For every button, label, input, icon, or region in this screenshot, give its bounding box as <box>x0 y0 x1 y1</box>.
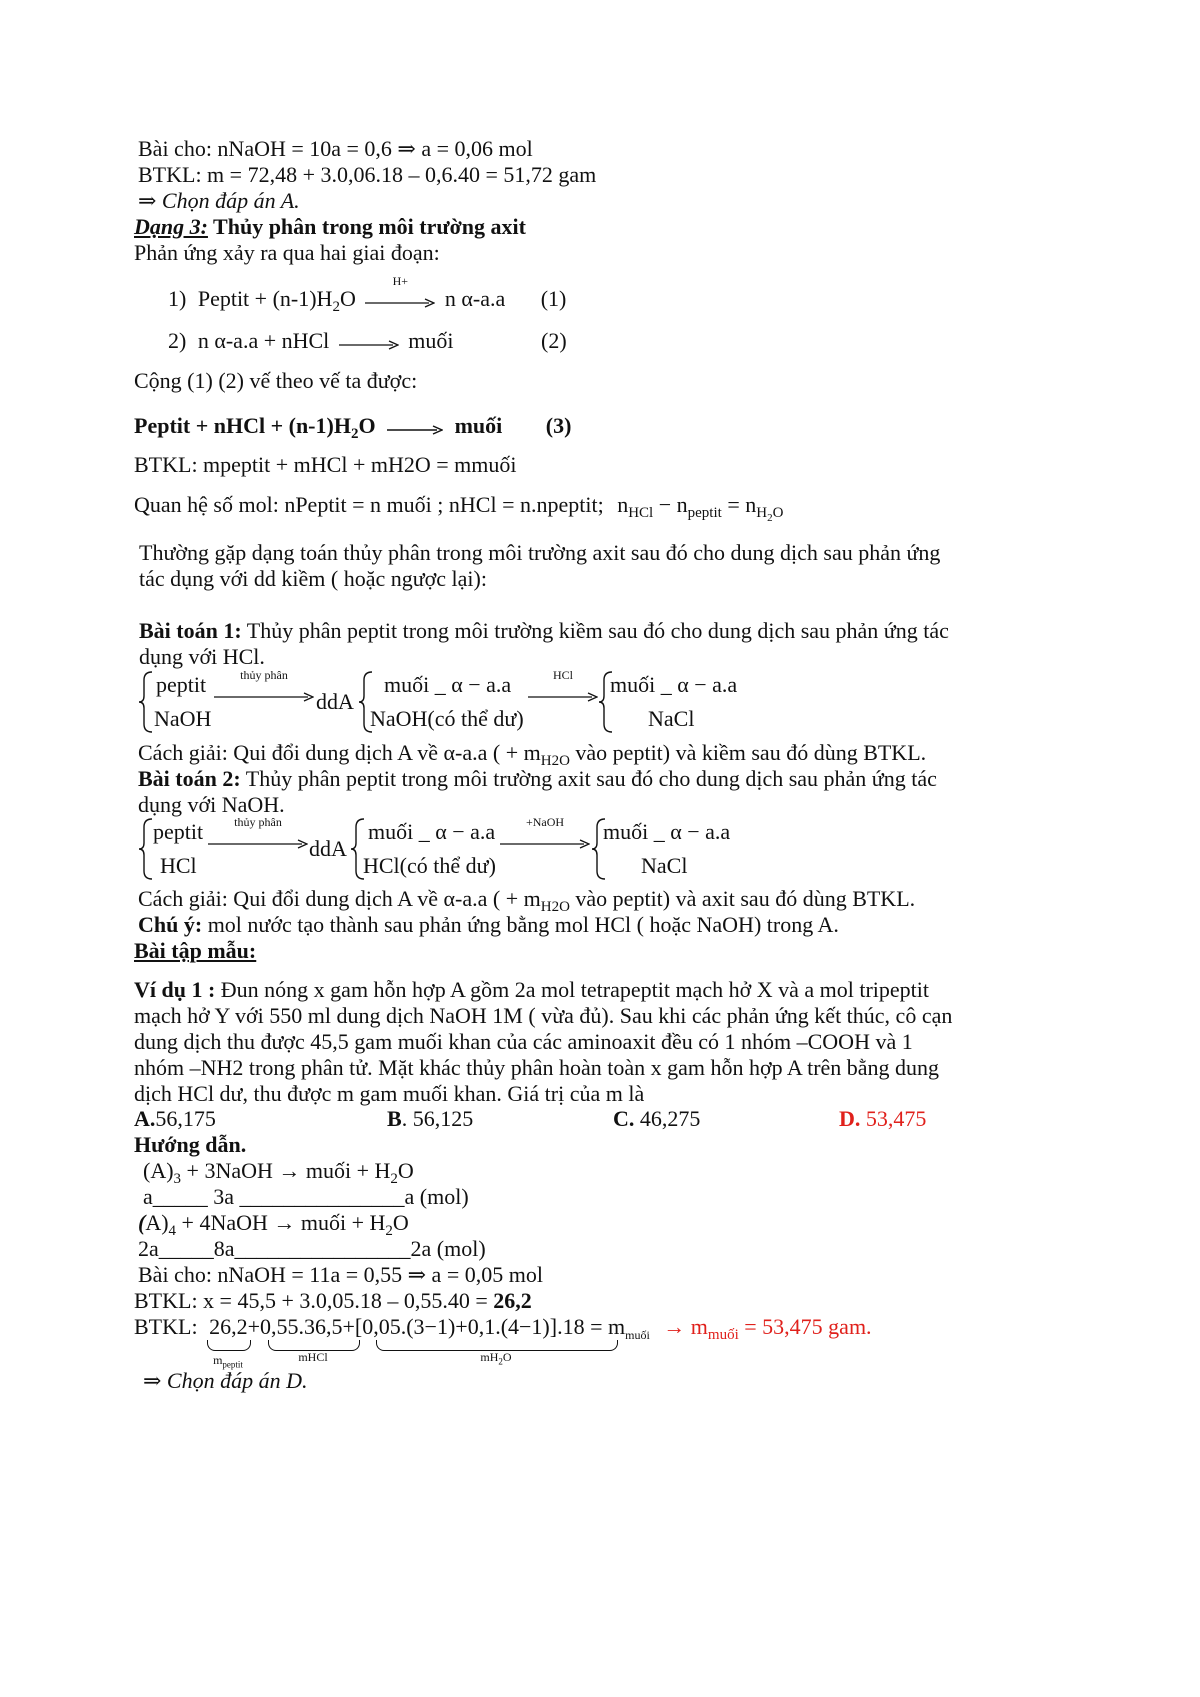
subscript: 3 <box>173 1171 182 1187</box>
eq-part: + 3NaOH → muối + H <box>181 1158 391 1183</box>
underbrace-icon <box>207 1340 251 1351</box>
text-line: BTKL: mpeptit + mHCl + mH2O = mmuối <box>134 452 517 477</box>
subscript: HCl <box>628 505 654 521</box>
exercises-heading: Bài tập mẫu: <box>134 938 257 963</box>
problem-label: Bài toán 2: <box>138 766 241 791</box>
answer-letter: A. <box>134 1106 156 1131</box>
mole-line: 2a_____8a________________2a (mol) <box>138 1236 486 1261</box>
eq-term: 26,2 <box>209 1314 248 1339</box>
text-line: dịch HCl dư, thu được m gam muối khan. Giá trị của m là <box>134 1081 645 1106</box>
answer-value: 56,175 <box>155 1106 216 1131</box>
mole-relation <box>134 492 783 531</box>
reaction-2 <box>168 328 567 356</box>
reaction-num: 1) <box>168 286 187 311</box>
arrow-icon <box>208 814 308 855</box>
answer-value: 46,275 <box>634 1106 701 1131</box>
subscript: peptit <box>687 505 722 521</box>
subscript: muối <box>625 1328 650 1342</box>
mole-relation-text: Quan hệ số mol: nPeptit = n muối ; nHCl = n.npeptit; <box>134 492 604 517</box>
reactant: HCl <box>160 853 197 878</box>
reaction-3 <box>134 413 571 447</box>
text-line: ⇒ Chọn đáp án A. <box>138 188 300 213</box>
arrow-label: thủy phân <box>240 667 288 682</box>
eq-part: O <box>397 1158 414 1183</box>
arrow-label: +NaOH <box>525 814 565 829</box>
product: muối _ α − a.a <box>384 672 512 697</box>
formula <box>617 492 784 524</box>
reactant: NaOH <box>154 706 212 731</box>
underbrace-label <box>204 1353 252 1369</box>
reaction-right: muối <box>408 328 454 353</box>
guide-heading: Hướng dẫn. <box>134 1132 247 1157</box>
reaction-tag: (1) <box>540 286 567 311</box>
underbrace-label <box>376 1350 616 1366</box>
formula-n: = n <box>721 492 757 517</box>
text-line: dụng với NaOH. <box>138 792 285 817</box>
arrow-icon <box>528 667 598 708</box>
reaction-num: 2) <box>168 328 187 353</box>
solution-text: Cách giải: Qui đổi dung dịch A về α-a.a ( + m <box>138 886 541 911</box>
dd-label: ddA <box>316 689 354 714</box>
text-line: Cộng (1) (2) vế theo vế ta được: <box>134 368 418 393</box>
subscript: 2 <box>350 426 359 442</box>
product: muối _ α − a.a <box>368 819 496 844</box>
subscript: muối <box>707 1327 739 1343</box>
problem-2 <box>138 766 937 792</box>
answer-b <box>387 1106 473 1132</box>
reaction-o: O <box>339 286 356 311</box>
arrow-icon <box>500 814 590 855</box>
text-line: tác dụng với dd kiềm ( hoặc ngược lại): <box>139 566 487 591</box>
text-line: mạch hở Y với 550 ml dung dịch NaOH 1M ( vừa đủ). Sau khi các phản ứng kết thúc, cô cạn <box>134 1003 953 1028</box>
reactant: peptit <box>156 672 207 697</box>
text-line: nhóm –NH2 trong phân tử. Mặt khác thủy phân hoàn toàn x gam hỗn hợp A trên bằng dung <box>134 1055 940 1080</box>
eq-part: (A) <box>143 1158 174 1183</box>
eq-part: BTKL: x = 45,5 + 3.0,05.18 – 0,55.40 = <box>134 1288 494 1313</box>
arrow-icon <box>387 415 443 441</box>
eq-part: → m <box>663 1314 708 1339</box>
eq-part: + 4NaOH → muối + H <box>176 1210 386 1235</box>
arrow-icon <box>365 273 435 314</box>
eq-term: [0,05.(3−1)+0,1.(4−1)].18 <box>354 1314 585 1339</box>
section-heading <box>134 214 526 240</box>
subscript: 2 <box>390 1171 398 1187</box>
note <box>138 912 839 938</box>
eq-part: O <box>392 1210 409 1235</box>
label-part: m <box>213 1353 223 1367</box>
example-label: Ví dụ 1 : <box>134 977 216 1002</box>
sub-h: H <box>756 505 768 521</box>
subscript: H2O <box>540 753 570 769</box>
reaction-1 <box>168 273 567 320</box>
eq-part: + <box>342 1314 355 1339</box>
example-1 <box>134 977 929 1003</box>
eq-part: + <box>247 1314 260 1339</box>
eq-part: BTKL: <box>134 1314 198 1339</box>
solution-text: Cách giải: Qui đổi dung dịch A về α-a.a ( + m <box>138 740 541 765</box>
label-part: O <box>502 1350 512 1364</box>
note-text: mol nước tạo thành sau phản ứng bằng mol HCl ( hoặc NaOH) trong A. <box>202 912 839 937</box>
text-line: ⇒ Chọn đáp án D. <box>143 1368 308 1393</box>
arrow-icon <box>214 667 314 708</box>
problem-1 <box>139 618 949 644</box>
eq-term: 0,55.36,5 <box>259 1314 343 1339</box>
arrow-label: thủy phân <box>234 814 282 829</box>
product: muối _ α − a.a <box>610 672 738 697</box>
label-part: mH <box>480 1350 499 1364</box>
subscript: H2O <box>540 899 570 915</box>
dd-label: ddA <box>309 836 347 861</box>
answer-letter: C. <box>613 1106 635 1131</box>
reaction-left: Peptit + (n-1)H <box>197 286 333 311</box>
answer-a <box>134 1106 216 1132</box>
eq-part: = m <box>584 1314 626 1339</box>
text-line: Bài cho: nNaOH = 10a = 0,6 ⇒ a = 0,06 mol <box>138 136 533 161</box>
product: HCl(có thể dư) <box>363 853 496 878</box>
subscript: peptit <box>222 1359 243 1370</box>
mole-line: a_____ 3a _______________a (mol) <box>143 1184 469 1209</box>
text-line: BTKL: m = 72,48 + 3.0,06.18 – 0,6.40 = 51,72 gam <box>138 162 597 187</box>
eq-part: ( <box>138 1210 146 1235</box>
product: NaOH(có thể dư) <box>370 706 524 731</box>
problem-text: Thủy phân peptit trong môi trường axit sau đó cho dung dịch sau phản ứng tác <box>240 766 937 791</box>
answer-value: 53,475 <box>860 1106 927 1131</box>
result <box>663 1314 872 1343</box>
note-label: Chú ý: <box>138 912 203 937</box>
reaction-right: muối <box>454 413 503 438</box>
section-title: Thủy phân trong môi trường axit <box>207 214 526 239</box>
reaction-right: n α-a.a <box>444 286 506 311</box>
reaction-tag: (3) <box>545 413 572 438</box>
text-line: dung dịch thu được 45,5 gam muối khan của các aminoaxit đều có 1 nhóm –COOH và 1 <box>134 1029 913 1054</box>
answer-letter: B <box>387 1106 402 1131</box>
sub-o: O <box>772 505 784 521</box>
section-label: Dạng 3: <box>134 214 208 239</box>
solution-text: vào peptit) và axit sau đó dùng BTKL. <box>569 886 916 911</box>
answer-letter: D. <box>839 1106 861 1131</box>
answer-c <box>613 1106 700 1132</box>
problem-label: Bài toán 1: <box>139 618 242 643</box>
product: muối _ α − a.a <box>603 819 731 844</box>
answer-d <box>839 1106 926 1132</box>
text-line <box>134 1288 532 1314</box>
formula-n: − n <box>653 492 688 517</box>
subscript <box>756 505 784 524</box>
subscript: 2 <box>385 1223 393 1239</box>
reactant: peptit <box>153 819 204 844</box>
subscript: 2 <box>332 299 340 315</box>
text-line: Phản ứng xảy ra qua hai giai đoạn: <box>134 240 440 265</box>
product: NaCl <box>648 706 695 731</box>
example-text: Đun nóng x gam hỗn hợp A gồm 2a mol tetrapeptit mạch hở X và a mol tripeptit <box>215 977 930 1002</box>
problem-text: Thủy phân peptit trong môi trường kiềm sau đó cho dung dịch sau phản ứng tác <box>241 618 949 643</box>
subscript: 2 <box>498 1356 503 1367</box>
text-line: Bài cho: nNaOH = 11a = 0,55 ⇒ a = 0,05 mol <box>138 1262 543 1287</box>
arrow-label: HCl <box>552 667 573 682</box>
text-line: dụng với HCl. <box>139 644 265 669</box>
product: NaCl <box>641 853 688 878</box>
eq-value: = 53,475 gam. <box>738 1314 872 1339</box>
reaction-tag: (2) <box>541 328 567 353</box>
underbrace-label: mHCl <box>298 1350 328 1364</box>
arrow-label: H+ <box>392 273 409 288</box>
text-line: Thường gặp dạng toán thủy phân trong môi trường axit sau đó cho dung dịch sau phản ứng <box>139 540 941 565</box>
arrow-icon <box>339 330 399 356</box>
answer-value: . 56,125 <box>401 1106 474 1131</box>
formula-n: n <box>617 492 629 517</box>
reaction-o: O <box>358 413 376 438</box>
eq-value: 26,2 <box>493 1288 532 1313</box>
subscript: 4 <box>168 1223 177 1239</box>
reaction-left: Peptit + nHCl + (n-1)H <box>134 413 351 438</box>
eq-part: A) <box>145 1210 169 1235</box>
solution-text: vào peptit) và kiềm sau đó dùng BTKL. <box>569 740 927 765</box>
reaction-left: n α-a.a + nHCl <box>197 328 330 353</box>
sub-2: 2 <box>767 512 773 524</box>
